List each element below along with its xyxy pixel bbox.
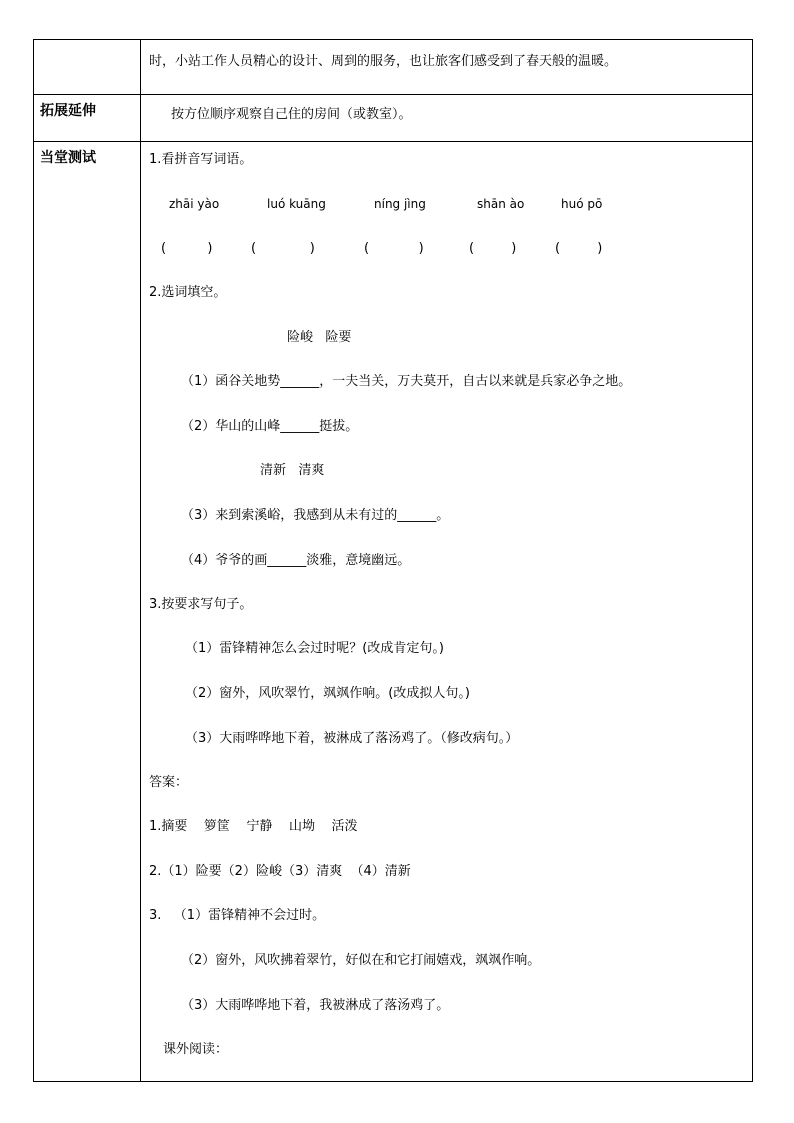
answer-bracket-3: ( ) — [364, 241, 424, 256]
question-2-2: （2）华山的山峰______挺拔。 — [181, 419, 359, 434]
question-2-3: （3）来到索溪峪，我感到从未有过的______。 — [181, 508, 450, 523]
answer-3-3: （3）大雨哗哗地下着，我被淋成了落汤鸡了。 — [181, 998, 450, 1013]
row-label-test: 当堂测试 — [34, 142, 141, 1082]
row-label — [34, 40, 141, 95]
question-3-2: （2）窗外，风吹翠竹，飒飒作响。(改成拟人句。) — [185, 686, 470, 701]
answer-1: 1.摘要 箩筐 宁静 山坳 活泼 — [149, 819, 358, 834]
question-3-title: 3.按要求写句子。 — [149, 597, 253, 612]
answer-bracket-2: ( ) — [251, 241, 315, 256]
answer-bracket-5: ( ) — [555, 241, 603, 256]
table-row — [34, 95, 753, 142]
question-2-1: （1）函谷关地势______，一夫当关，万夫莫开，自古以来就是兵家必争之地。 — [181, 374, 632, 389]
pinyin-2: luó kuāng — [267, 197, 326, 211]
question-2-title: 2.选词填空。 — [149, 285, 227, 300]
answer-title: 答案： — [149, 775, 189, 790]
answer-3-2: （2）窗外，风吹拂着翠竹，好似在和它打闹嬉戏，飒飒作响。 — [181, 953, 541, 968]
table-row — [34, 142, 753, 1082]
answer-bracket-1: ( ) — [161, 241, 213, 256]
row-content: 时，小站工作人员精心的设计、周到的服务，也让旅客们感受到了春天般的温暖。 — [141, 40, 753, 95]
row-label-extension: 拓展延伸 — [34, 95, 141, 142]
answer-3-1: 3. （1）雷锋精神不会过时。 — [149, 908, 326, 923]
question-3-1: （1）雷锋精神怎么会过时呢？(改成肯定句。) — [185, 641, 444, 656]
pinyin-1: zhāi yào — [169, 197, 220, 211]
answer-2: 2.（1）险要（2）险峻（3）清爽 （4）清新 — [149, 864, 411, 879]
test-content — [141, 142, 753, 1082]
extra-reading-label: 课外阅读： — [163, 1042, 229, 1057]
lesson-table — [33, 39, 753, 1082]
question-2-4: （4）爷爷的画______淡雅，意境幽远。 — [181, 553, 411, 568]
pinyin-5: huó pō — [561, 197, 603, 211]
question-3-3: （3）大雨哗哗地下着，被淋成了落汤鸡了。（修改病句。） — [185, 731, 519, 746]
word-choice-group-1: 险峻 险要 — [287, 330, 352, 345]
pinyin-3: níng jìng — [374, 197, 426, 211]
question-1-title: 1.看拼音写词语。 — [149, 152, 253, 167]
word-choice-group-2: 清新 清爽 — [260, 463, 325, 478]
pinyin-4: shān ào — [477, 197, 525, 211]
answer-bracket-4: ( ) — [469, 241, 517, 256]
table-row — [34, 40, 753, 95]
row-content-extension: 按方位顺序观察自己住的房间（或教室）。 — [141, 95, 753, 142]
